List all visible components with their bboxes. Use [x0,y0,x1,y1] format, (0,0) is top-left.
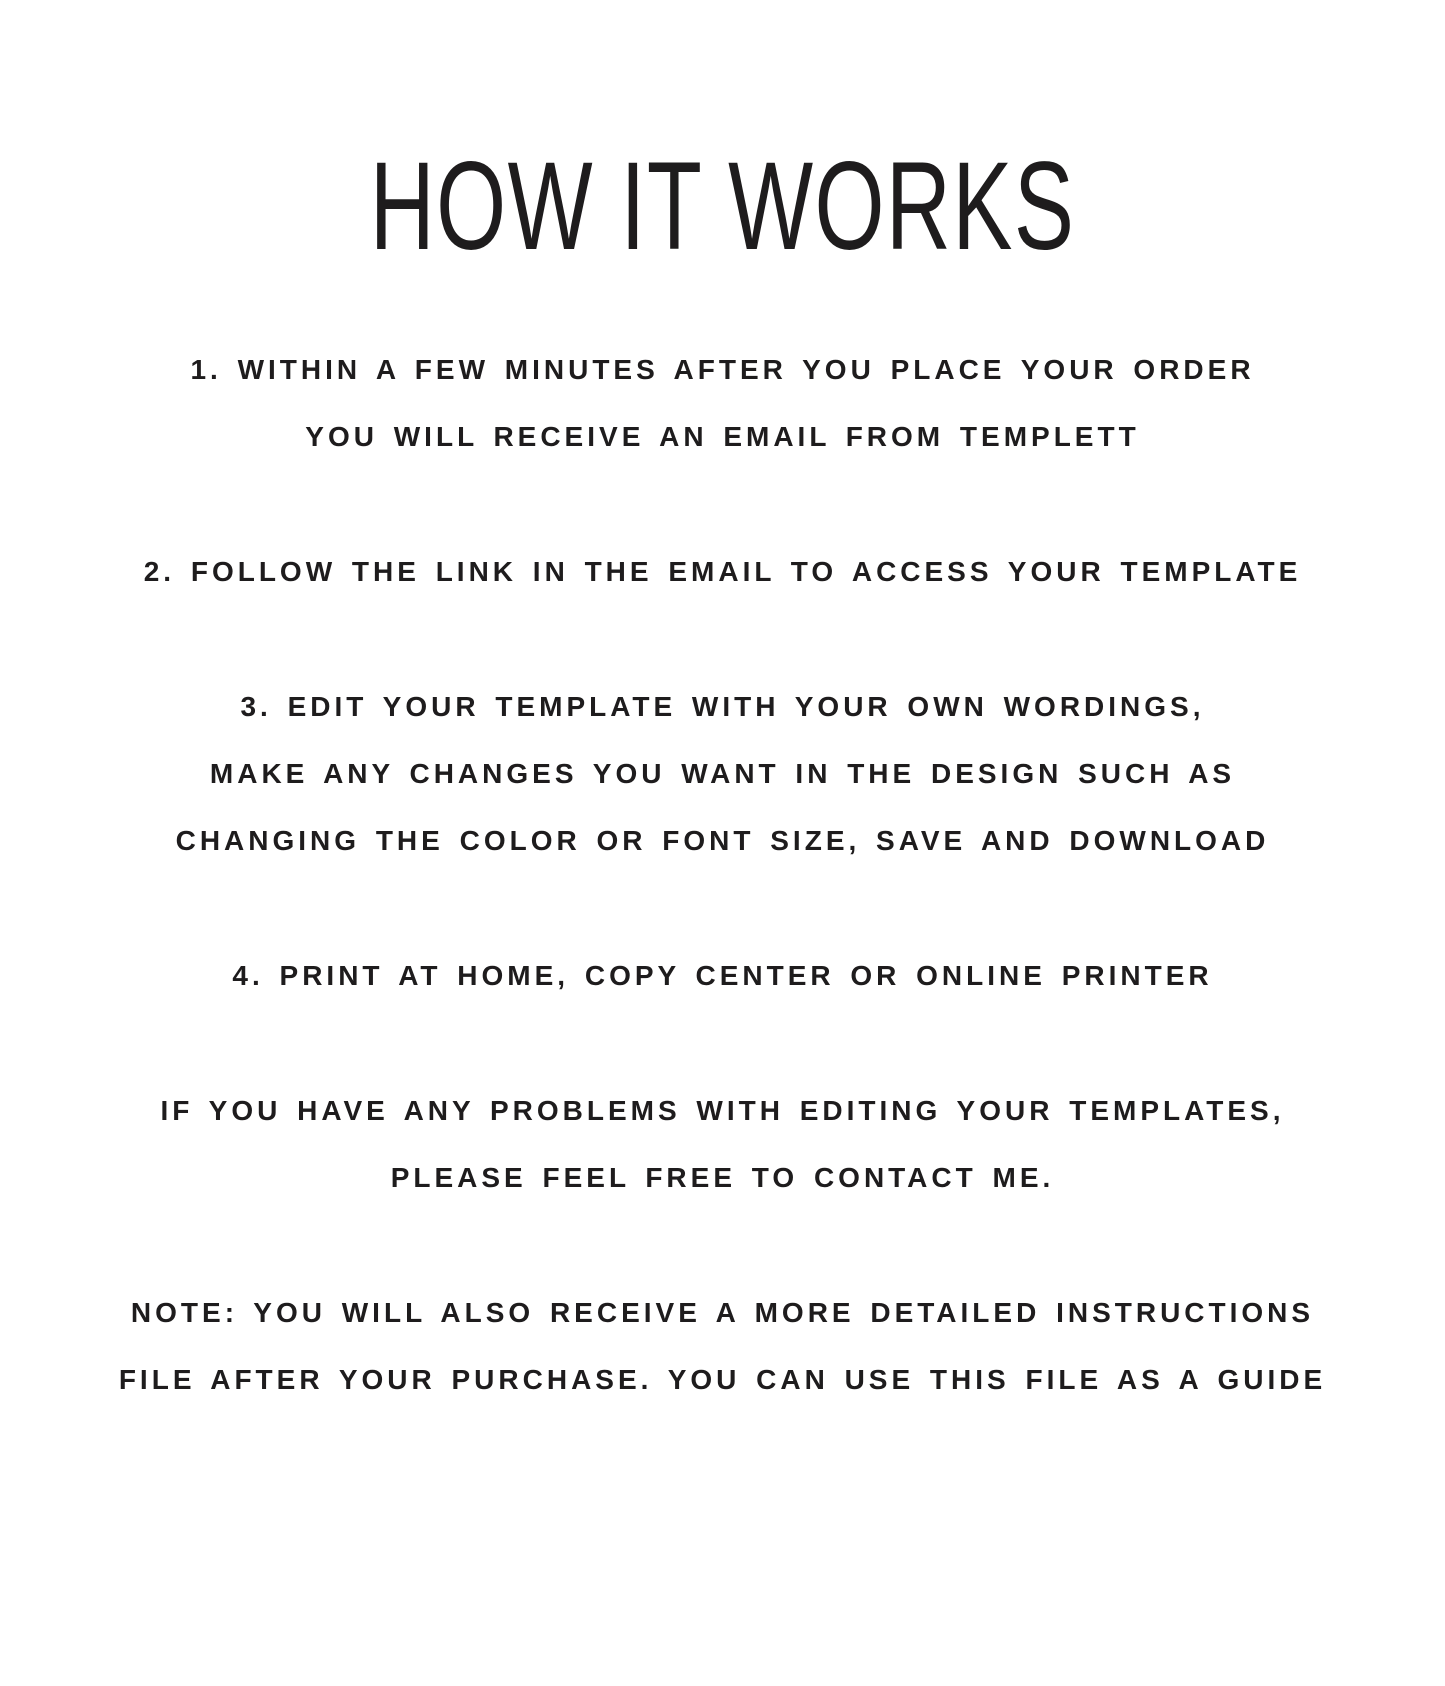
step-3-line-1: 3. EDIT YOUR TEMPLATE WITH YOUR OWN WORDINGS, [240,691,1205,722]
step-3-line-2: MAKE ANY CHANGES YOU WANT IN THE DESIGN SUCH AS [209,758,1236,789]
contact-message [0,1077,1445,1211]
note-line-1: NOTE: YOU WILL ALSO RECEIVE A MORE DETAILED INSTRUCTIONS [130,1297,1315,1328]
step-3 [0,673,1445,874]
page-title: HOW IT WORKS [369,137,1076,276]
step-3-line-3: CHANGING THE COLOR OR FONT SIZE, SAVE AND DOWNLOAD [175,825,1270,856]
step-4-line-1: 4. PRINT AT HOME, COPY CENTER OR ONLINE PRINTER [232,960,1213,991]
contact-line-2: PLEASE FEEL FREE TO CONTACT ME. [390,1162,1055,1193]
step-1-line-1: 1. WITHIN A FEW MINUTES AFTER YOU PLACE YOUR ORDER [190,354,1255,385]
step-2-line-1: 2. FOLLOW THE LINK IN THE EMAIL TO ACCESS YOUR TEMPLATE [143,556,1302,587]
step-1-line-2: YOU WILL RECEIVE AN EMAIL FROM TEMPLETT [305,421,1140,452]
note-line-2: FILE AFTER YOUR PURCHASE. YOU CAN USE THIS FILE AS A GUIDE [118,1364,1327,1395]
contact-line-1: IF YOU HAVE ANY PROBLEMS WITH EDITING YOUR TEMPLATES, [160,1095,1285,1126]
step-1 [0,336,1445,470]
note-message [0,1279,1445,1413]
step-4 [0,942,1445,1009]
step-2 [0,538,1445,605]
